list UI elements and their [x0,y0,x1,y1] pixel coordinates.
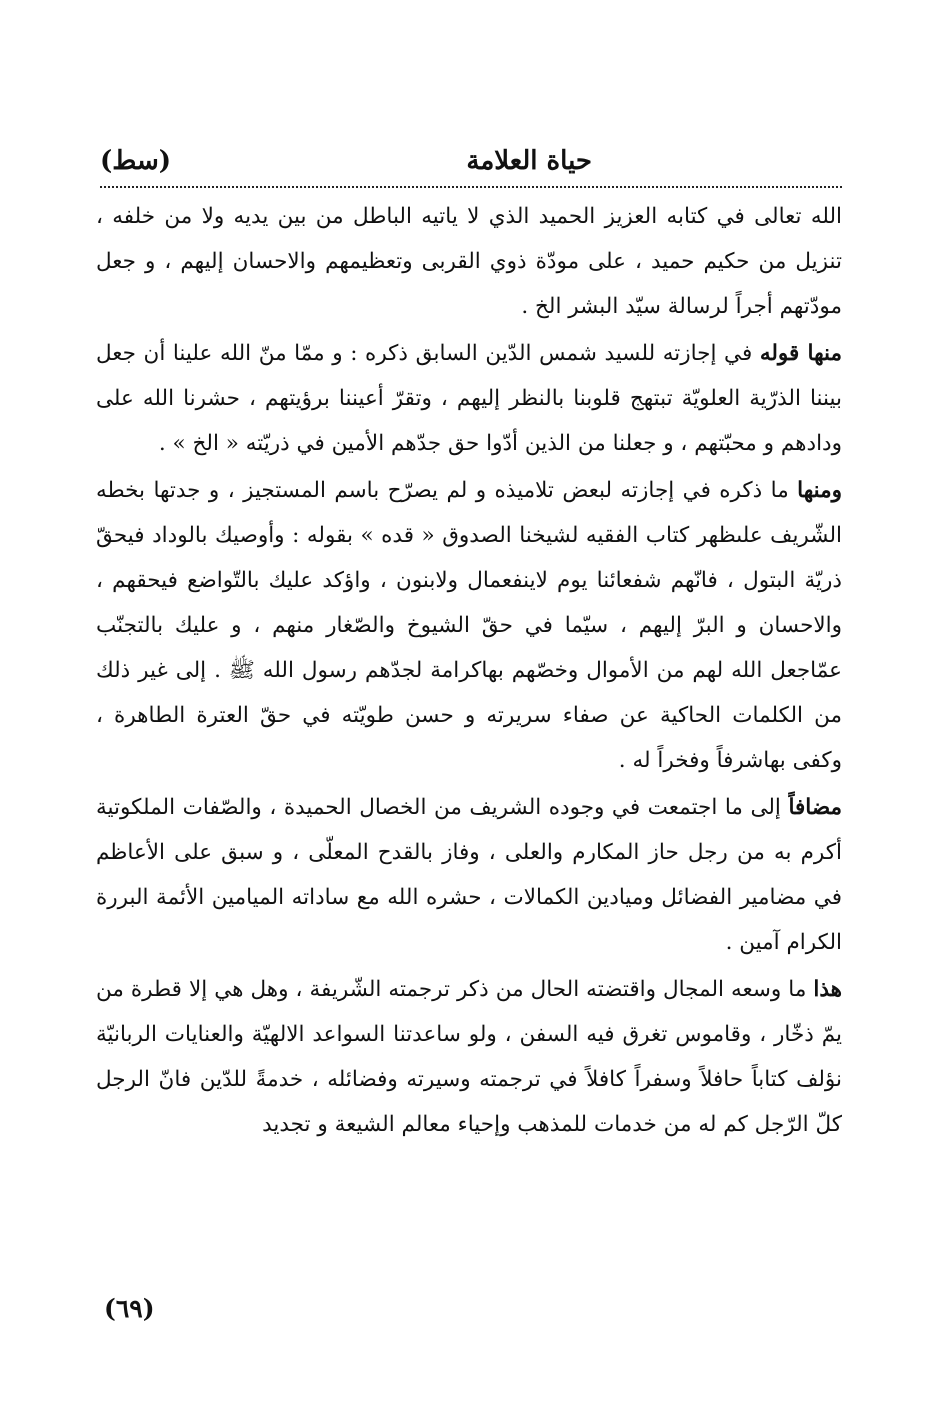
body-text [96,194,842,1149]
section-mark: (سط) [100,146,172,176]
running-title: حياة العلامة [466,146,592,176]
paragraph-3-lead: ومنها [797,478,842,503]
paragraph-4-text: إلى ما اجتمعت في وجوده الشريف من الخصال الحميدة ، والصّفات الملكوتية أكرم به من رجل حاز المكارم والعلى ، وفاز بالقدح المعلّى ، و سبق على الأعاظم في مضامير الفضائل وميادين الكمالات ، حشره الله مع ساداته الميامين الأئمة البررة الكرام آمين . [96,795,842,955]
paragraph-5-lead: هذا [813,977,842,1002]
paragraph-3-text: ما ذكره في إجازته لبعض تلاميذه و لم يصرّح باسم المستجيز ، و جدتها بخطه الشّريف علىظهر كتاب الفقيه لشيخنا الصدوق « قده » بقوله : وأوصيك بالوداد فيحقّ ذريّة البتول ، فانّهم شفعائنا يوم لاينفعمال ولابنون ، واؤكد عليك بالتّواضع فيحقهم ، والاحسان و البرّ إليهم ، سيّما في حقّ الشيوخ والصّغار منهم ، و عليك بالتجنّب عمّاجعل الله لهم من الأموال وخصّهم بهاكرامة لجدّهم رسول الله ﷺ . إلى غير ذلك من الكلمات الحاكية عن صفاء سريرته و حسن طويّته في حقّ العترة الطاهرة ، وكفى بهاشرفاً وفخراً له . [96,478,842,773]
paragraph-4-lead: مضافاً [788,795,842,820]
page-number: (٦٩) [104,1294,155,1323]
paragraph-1 [96,194,842,329]
paragraph-2-text: في إجازته للسيد شمس الدّين السابق ذكره : و ممّا منّ الله علينا أن جعل بيننا الذرّية العلويّة تبتهج قلوبنا بالنظر إليهم ، وتقرّ أعيننا برؤيتهم ، حشرنا الله على ودادهم و محبّتهم ، و جعلنا من الذين أدّوا حق جدّهم الأمين في ذريّته « الخ » . [96,341,842,456]
paragraph-2-lead: منها قوله [759,341,842,366]
paragraph-3 [96,468,842,783]
paragraph-2 [96,331,842,466]
paragraph-1-text: الله تعالى في كتابه العزيز الحميد الذي لا ياتيه الباطل من بين يديه ولا من خلفه ، تنزيل من حكيم حميد ، على مودّة ذوي القربى وتعظيمهم والاحسان إليهم ، و جعل مودّتهم أجراً لرسالة سيّد البشر الخ . [96,204,842,319]
page-header [100,140,842,184]
header-dotted-rule [100,186,842,188]
paragraph-5-text: ما وسعه المجال واقتضته الحال من ذكر ترجمته الشّريفة ، وهل هي إلا قطرة من يمّ ذخّار ، وقاموس تغرق فيه السفن ، ولو ساعدتنا السواعد الالهيّة والعنايات الربانيّة نؤلف كتاباً حافلاً وسفراً كافلاً في ترجمته وسيرته وفضائله ، خدمةً للدّين فانّ الرجل كلّ الرّجل كم له من خدمات للمذهب وإحياء معالم الشيعة و تجديد [96,977,842,1137]
paragraph-4 [96,785,842,965]
paragraph-5 [96,967,842,1147]
